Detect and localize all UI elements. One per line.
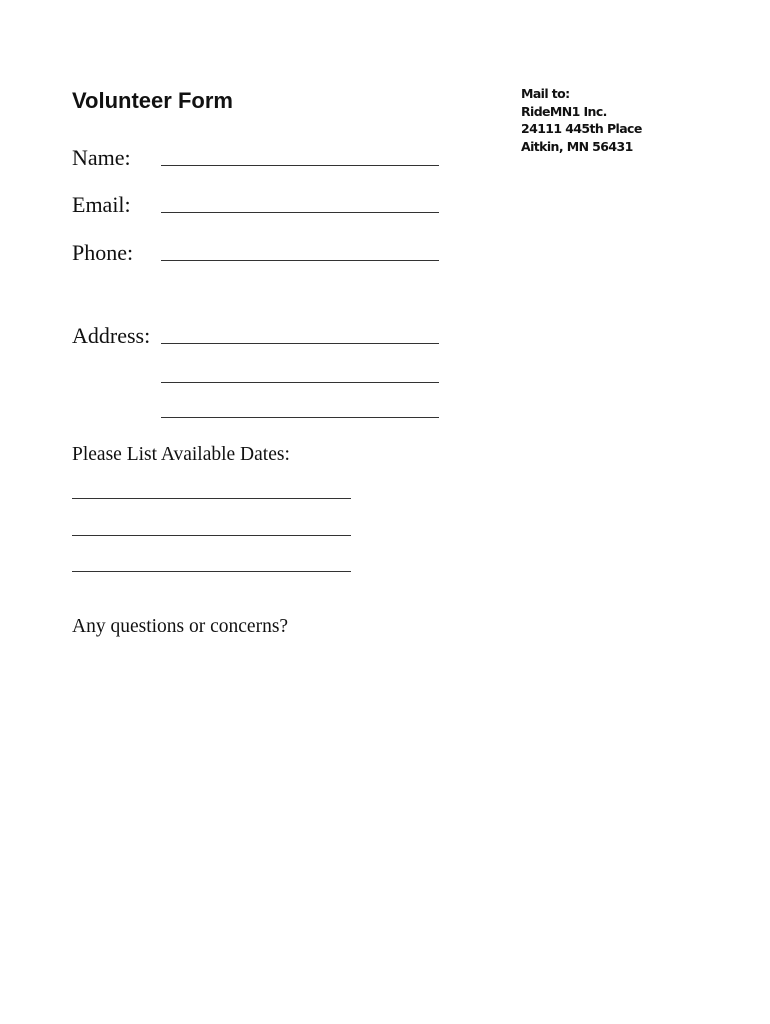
address-blank-line-2[interactable] xyxy=(161,382,439,383)
email-blank-line[interactable] xyxy=(161,212,439,213)
name-label: Name: xyxy=(72,145,131,170)
email-label: Email: xyxy=(72,192,131,217)
mail-to-address-block xyxy=(521,85,642,155)
available-dates-label: Please List Available Dates: xyxy=(72,444,290,465)
mail-to-street: 24111 445th Place xyxy=(521,121,642,136)
phone-blank-line[interactable] xyxy=(161,260,439,261)
available-dates-line-2[interactable] xyxy=(72,535,351,536)
mail-to-heading: Mail to: xyxy=(521,86,570,101)
address-label: Address: xyxy=(72,323,151,348)
mail-to-organization: RideMN1 Inc. xyxy=(521,103,607,119)
address-blank-line-3[interactable] xyxy=(161,417,439,418)
phone-label: Phone: xyxy=(72,240,134,265)
mail-to-city: Aitkin, MN 56431 xyxy=(521,138,633,154)
questions-label: Any questions or concerns? xyxy=(72,616,289,637)
address-blank-line-1[interactable] xyxy=(161,343,439,344)
form-title: Volunteer Form xyxy=(72,88,233,113)
available-dates-line-1[interactable] xyxy=(72,498,351,499)
available-dates-line-3[interactable] xyxy=(72,571,351,572)
name-blank-line[interactable] xyxy=(161,165,439,166)
